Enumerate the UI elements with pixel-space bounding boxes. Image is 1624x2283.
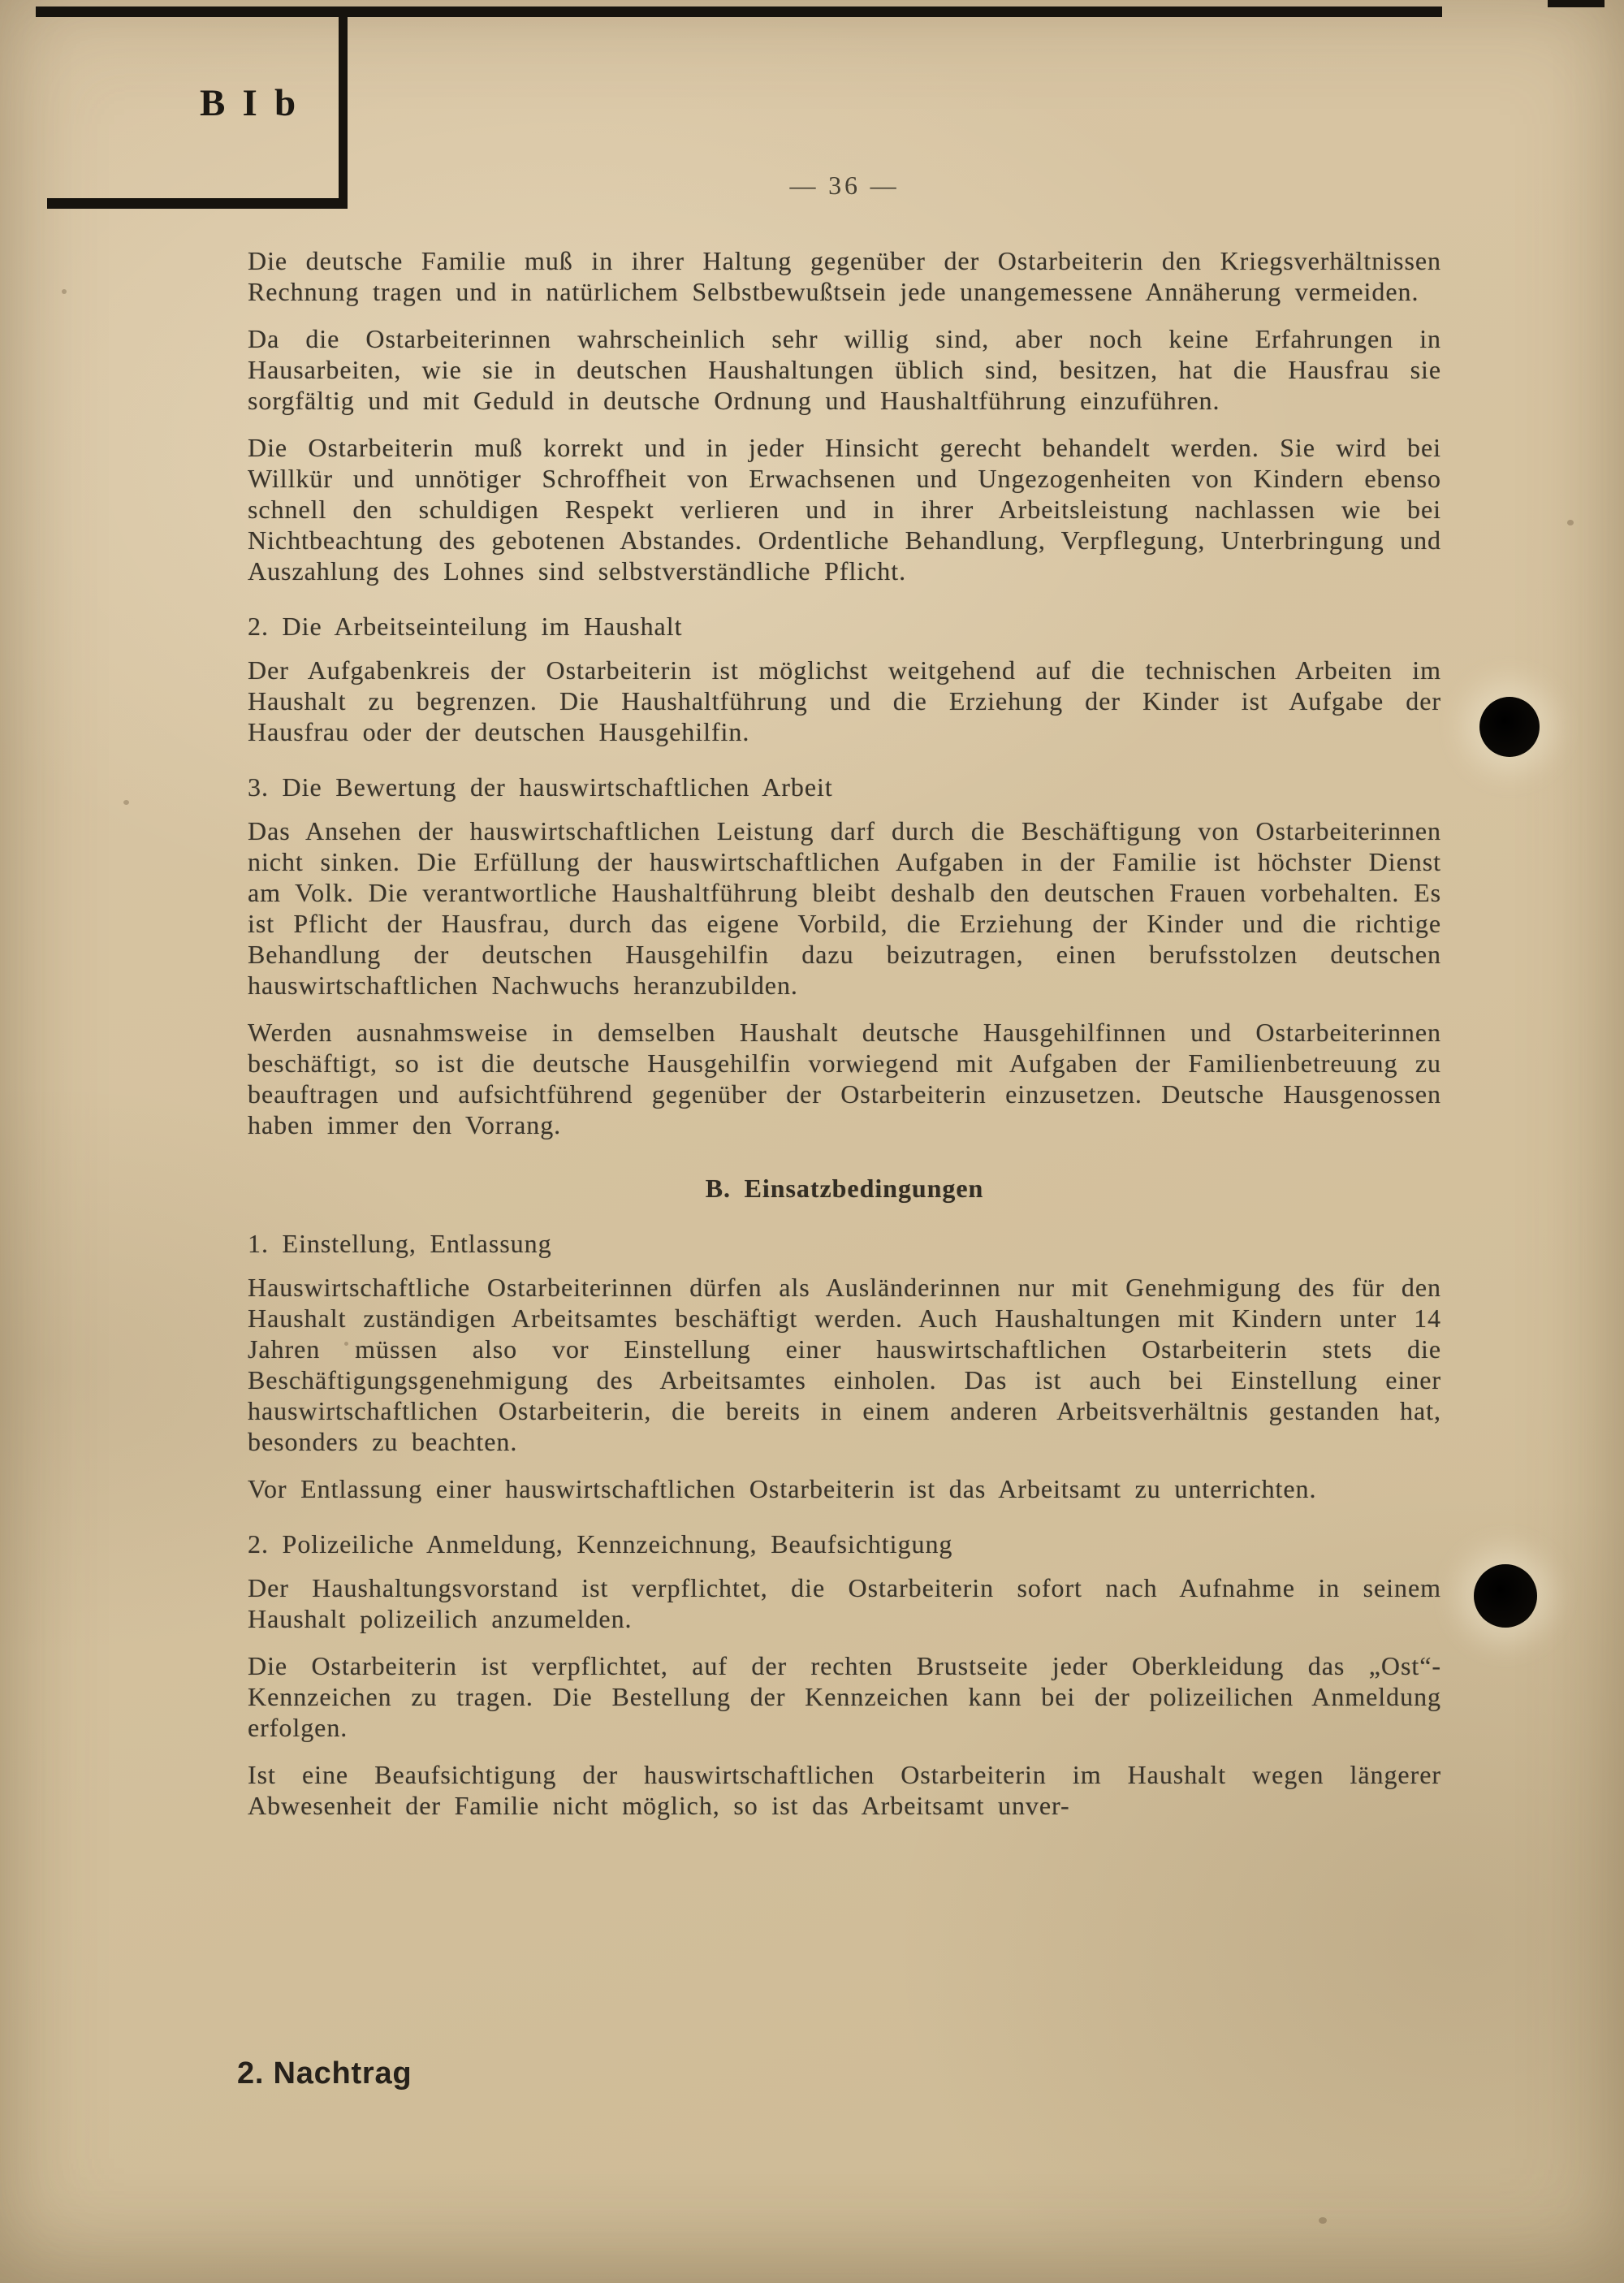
paper-speck bbox=[1567, 520, 1574, 525]
heading-bewertung: 3. Die Bewertung der hauswirtschaftlichen Arbeit bbox=[248, 772, 833, 802]
top-right-edge-mark bbox=[1548, 0, 1605, 7]
text-column bbox=[248, 245, 1441, 1837]
heading-einstellung-entlassung: 1. Einstellung, Entlassung bbox=[248, 1229, 552, 1258]
paper-speck bbox=[344, 1342, 348, 1346]
punch-hole-top bbox=[1479, 697, 1540, 757]
heading-arbeitseinteilung: 2. Die Arbeitseinteilung im Haushalt bbox=[248, 612, 683, 641]
paragraph-aufgabenkreis: Der Aufgabenkreis der Ostarbeiterin ist möglichst weitgehend auf die technischen Arbeiten im Haushalt zu begrenzen. Die Haushaltführung und die Erziehung der Kinder ist Aufgabe der Hausfrau oder der deutschen Hausgehilfin. bbox=[248, 655, 1441, 746]
paragraph-beaufsichtigung: Ist eine Beaufsichtigung der hauswirtschaftlichen Ostarbeiterin im Haushalt wegen längerer Abwesenheit der Familie nicht möglich, so ist das Arbeitsamt unver- bbox=[248, 1760, 1441, 1820]
paper-speck bbox=[123, 800, 129, 805]
paragraph-kennzeichen: Die Ostarbeiterin ist verpflichtet, auf der rechten Brustseite jeder Oberkleidung das „Ost“-Kennzeichen zu tragen. Die Bestellung der Kennzeichen kann bei der polizeilichen Anmeldung erfolgen. bbox=[248, 1651, 1441, 1742]
heading-polizeiliche-anmeldung: 2. Polizeiliche Anmeldung, Kennzeichnung, Beaufsichtigung bbox=[248, 1529, 953, 1559]
paragraph-treatment: Die Ostarbeiterin muß korrekt und in jeder Hinsicht gerecht behandelt werden. Sie wird bei Willkür und unnötiger Schroffheit von Erwachsenen und Ungezogenheiten von Kindern ebenso schnell den schuldigen Respekt verlieren und in ihrer Arbeitsleistung nachlassen wie bei Nichtbeachtung des gebotenen Abstandes. Ordentliche Behandlung, Verpflegung, Unterbringung und Auszahlung des Lohnes sind selbstverständliche Pflicht. bbox=[248, 433, 1441, 586]
page-number: — 36 — bbox=[789, 171, 900, 200]
paper-speck bbox=[62, 289, 67, 294]
paragraph-anmeldung: Der Haushaltungsvorstand ist verpflichtet, die Ostarbeiterin sofort nach Aufnahme in seinem Haushalt polizeilich anzumelden. bbox=[248, 1573, 1441, 1633]
classification-label: B I b bbox=[200, 82, 300, 124]
paragraph-ausnahme: Werden ausnahmsweise in demselben Haushalt deutsche Hausgehilfinnen und Ostarbeiterinnen beschäftigt, so ist die deutsche Hausgehilfin vorwiegend mit Aufgaben der Familienbetreuung zu beauftragen und aufsichtführend gegenüber der Ostarbeiterin einzusetzen. Deutsche Hausgenossen haben immer den Vorrang. bbox=[248, 1018, 1441, 1139]
paragraph-ansehen: Das Ansehen der hauswirtschaftlichen Leistung darf durch die Beschäftigung von Ostarbeiterinnen nicht sinken. Die Erfüllung der hauswirtschaftlichen Aufgaben in der Familie ist höchster Dienst am Volk. Die verantwortliche Haushaltführung bleibt deshalb den deutschen Frauen vorbehalten. Es ist Pflicht der Hausfrau, durch das eigene Vorbild, die Erziehung der Kinder und die richtige Behandlung der deutschen Hausgehilfin dazu beizutragen, einen berufsstolzen deutschen hauswirtschaftlichen Nachwuchs heranzubilden. bbox=[248, 816, 1441, 1000]
section-heading-einsatzbedingungen: B. Einsatzbedingungen bbox=[705, 1174, 984, 1203]
footer-nachtrag-label: 2. Nachtrag bbox=[237, 2056, 412, 2091]
paper-speck bbox=[1319, 2217, 1327, 2224]
punch-hole-bottom bbox=[1474, 1564, 1537, 1628]
top-border-rule bbox=[36, 6, 1442, 17]
paragraph-genehmigung: Hauswirtschaftliche Ostarbeiterinnen dürfen als Ausländerinnen nur mit Genehmigung des für den Haushalt zuständigen Arbeitsamtes beschäftigt werden. Auch Haushaltungen mit Kindern unter 14 Jahren müssen also vor Einstellung einer hauswirtschaftlichen Ostarbeiterin stets die Beschäftigungsgenehmigung des Arbeitsamtes einholen. Das ist auch bei Einstellung einer hauswirtschaftlichen Ostarbeiterin, die bereits in einem anderen Arbeitsverhältnis gestanden hat, besonders zu beachten. bbox=[248, 1273, 1441, 1456]
paragraph-entlassung: Vor Entlassung einer hauswirtschaftlichen Ostarbeiterin ist das Arbeitsamt zu unterrichten. bbox=[248, 1474, 1317, 1503]
paragraph-family-conduct: Die deutsche Familie muß in ihrer Haltung gegenüber der Ostarbeiterin den Kriegsverhältnissen Rechnung tragen und in natürlichem Selbstbewußtsein jede unangemessene Annäherung vermeiden. bbox=[248, 246, 1441, 306]
paragraph-training: Da die Ostarbeiterinnen wahrscheinlich sehr willig sind, aber noch keine Erfahrungen in Hausarbeiten, wie sie in deutschen Haushaltungen üblich sind, besitzen, hat die Hausfrau sie sorgfältig und mit Geduld in deutsche Ordnung und Haushaltführung einzuführen. bbox=[248, 324, 1441, 415]
